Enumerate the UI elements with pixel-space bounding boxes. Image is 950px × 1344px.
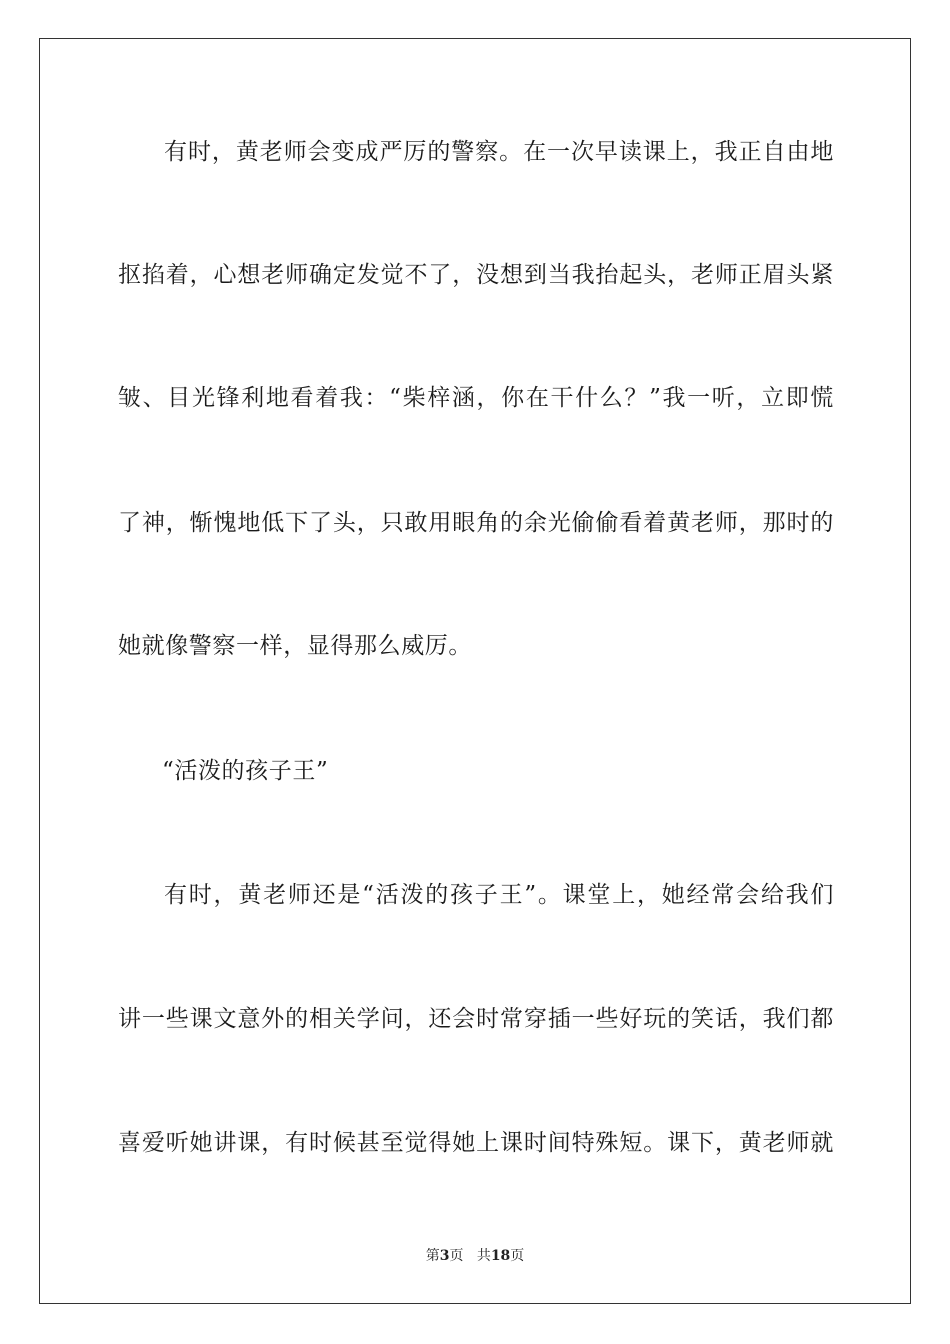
page-label-suffix: 页 — [449, 1248, 464, 1264]
page-number: 3 — [439, 1248, 450, 1264]
paragraph-line: 有时，黄老师会变成严厉的警察。在一次早读课上，我正自由地 — [164, 139, 834, 165]
paragraph-line: 讲一些课文意外的相关学问，还会时常穿插一些好玩的笑话，我们都 — [118, 1006, 834, 1032]
paragraph-line: 抠掐着，心想老师确定发觉不了，没想到当我抬起头，老师正眉头紧 — [118, 262, 834, 288]
total-label-suffix: 页 — [510, 1248, 525, 1264]
page-footer — [0, 1247, 950, 1265]
paragraph-line: 喜爱听她讲课，有时候甚至觉得她上课时间特殊短。课下，黄老师就 — [118, 1130, 834, 1156]
paragraph-line: 了神，惭愧地低下了头，只敢用眼角的余光偷偷看着黄老师，那时的 — [118, 510, 834, 536]
paragraph-line: 她就像警察一样，显得那么威厉。 — [118, 633, 472, 659]
section-heading: “活泼的孩子王” — [162, 758, 329, 784]
paragraph-line: 有时，黄老师还是“活泼的孩子王”。课堂上，她经常会给我们 — [164, 882, 834, 908]
page-border — [39, 38, 911, 1304]
total-pages: 18 — [490, 1248, 511, 1264]
total-label-prefix: 共 — [476, 1248, 491, 1264]
page-label-prefix: 第 — [425, 1248, 440, 1264]
paragraph-line: 皱、目光锋利地看着我：“柴梓涵，你在干什么？”我一听，立即慌 — [118, 385, 834, 411]
